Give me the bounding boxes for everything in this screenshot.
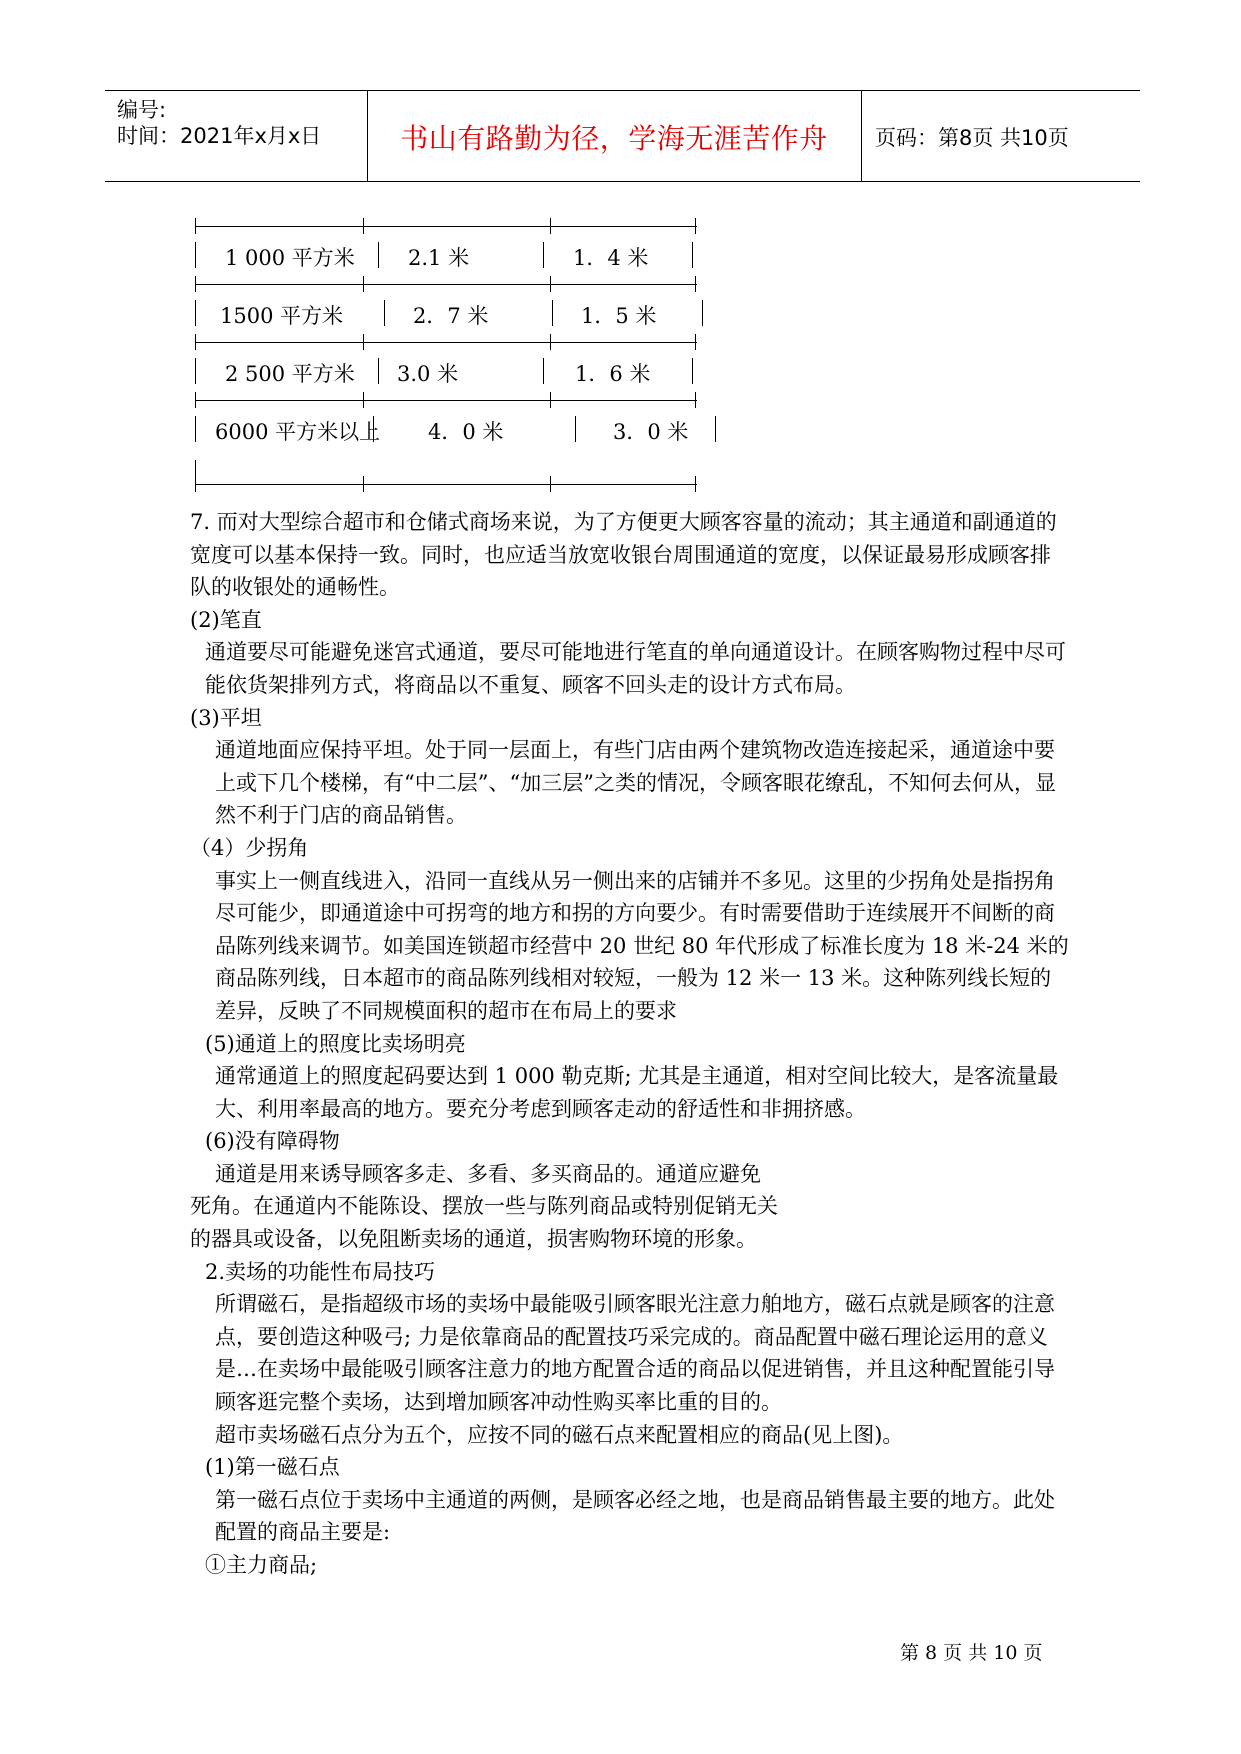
- table-tick: [363, 276, 364, 292]
- table-tick: [550, 334, 551, 350]
- table-bar: [195, 416, 196, 442]
- table-bar: [195, 358, 196, 384]
- section-heading: (3)平坦: [190, 705, 262, 730]
- paragraph: 所谓磁石，是指超级市场的卖场中最能吸引顾客眼光注意力舶地方，磁石点就是顾客的注意点，要创造这种吸弓; 力是依靠商品的配置技巧采完成的。商品配置中磁石理论运用的意义是…在卖场中最能吸引顾客注意力的地方配置合适的商品以促进销售，并且这种配置能引导顾客逛完整个卖场，达到增加顾客冲动性购买率比重的目的。: [215, 1292, 1055, 1415]
- table-bar: [384, 300, 385, 326]
- paragraph: 通道要尽可能避免迷宫式通道，要尽可能地进行笔直的单向通道设计。在顾客购物过程中尽可能依货架排列方式，将商品以不重复、顾客不回头走的设计方式布局。: [205, 640, 1066, 697]
- table-rule: [195, 226, 697, 227]
- header-top-rule: [105, 90, 1140, 91]
- header-page-number: 页码：第8页 共10页: [875, 126, 1069, 150]
- section-heading: (5)通道上的照度比卖场明亮: [205, 1031, 466, 1056]
- paragraph: 的器具或设备，以免阻断卖场的通道，损害购物环境的形象。: [190, 1227, 757, 1252]
- table-tick: [195, 334, 196, 350]
- section-heading: 2.卖场的功能性布局技巧: [205, 1259, 436, 1284]
- table-tick: [695, 334, 696, 350]
- table-rule: [195, 342, 697, 343]
- table-bar: [378, 358, 379, 384]
- table-rule: [195, 484, 697, 485]
- table-bar: [692, 358, 693, 384]
- document-number: 编号:: [117, 98, 167, 122]
- table-tick: [695, 476, 696, 492]
- table-tick: [550, 392, 551, 408]
- table-tick: [550, 218, 551, 234]
- table-bar: [702, 300, 703, 326]
- table-cell: 1500 平方米: [220, 304, 344, 328]
- table-bar: [552, 300, 553, 326]
- table-tick: [550, 276, 551, 292]
- table-bar: [543, 242, 544, 268]
- paragraph: 事实上一侧直线进入，沿同一直线从另一侧出来的店铺并不多见。这里的少拐角处是指拐角尽可能少，即通道途中可拐弯的地方和拐的方向要少。有时需要借助于连续展开不间断的商品陈列线来调节。如美国连锁超市经营中 20 世纪 80 年代形成了标准长度为 18 米-24 米的商品陈列线，日本超市的商品陈列线相对较短，一般为 12 米一 13 米。这种陈列线长短的差异，反映了不同规模面积的超市在布局上的要求: [215, 868, 1069, 1023]
- table-tick: [363, 334, 364, 350]
- table-tick: [695, 276, 696, 292]
- header-motto: 书山有路勤为径，学海无涯苦作舟: [400, 122, 828, 155]
- section-heading: (2)笔直: [190, 607, 262, 632]
- document-body: [190, 506, 1070, 1582]
- table-cell: 1．4 米: [573, 246, 649, 270]
- table-bar: [373, 416, 374, 442]
- page-header: [105, 90, 1140, 182]
- table-cell: 1．6 米: [575, 362, 651, 386]
- table-cell: 2．7 米: [413, 304, 489, 328]
- paragraph: 超市卖场磁石点分为五个，应按不同的磁石点来配置相应的商品(见上图)。: [215, 1422, 904, 1447]
- table-tick: [550, 476, 551, 492]
- section-heading: (1)第一磁石点: [205, 1455, 340, 1480]
- section-heading: （4）少拐角: [190, 835, 309, 860]
- table-tick: [695, 218, 696, 234]
- table-rule: [195, 284, 697, 285]
- aisle-width-table: [195, 212, 725, 492]
- table-bar: [575, 416, 576, 442]
- table-cell: 6000 平方米以上: [215, 420, 381, 444]
- document-time: 时间：2021年x月x日: [117, 124, 322, 148]
- table-cell: 2 500 平方米: [225, 362, 355, 386]
- table-bar: [692, 242, 693, 268]
- paragraph: 通道地面应保持平坦。处于同一层面上，有些门店由两个建筑物改造连接起采，通道途中要上或下几个楼梯，有“中二层”、“加三层”之类的情况，令顾客眼花缭乱，不知何去何从，显然不利于门店的商品销售。: [215, 738, 1056, 828]
- table-bar: [543, 358, 544, 384]
- table-cell: 3．0 米: [613, 420, 689, 444]
- paragraph: 通常通道上的照度起码要达到 1 000 勒克斯; 尤其是主通道，相对空间比较大，是客流量最大、利用率最高的地方。要充分考虑到顾客走动的舒适性和非拥挤感。: [215, 1064, 1059, 1121]
- table-tick: [195, 392, 196, 408]
- table-bar: [195, 242, 196, 268]
- table-cell: 1 000 平方米: [225, 246, 355, 270]
- table-bar: [195, 300, 196, 326]
- table-tick: [363, 476, 364, 492]
- paragraph: 死角。在通道内不能陈设、摆放一些与陈列商品或特别促销无关: [190, 1194, 778, 1219]
- table-cell: 1．5 米: [581, 304, 657, 328]
- paragraph: 通道是用来诱导顾客多走、多看、多买商品的。通道应避免: [215, 1161, 761, 1186]
- table-tick: [195, 276, 196, 292]
- table-bar: [195, 460, 196, 484]
- paragraph: 7. 而对大型综合超市和仓储式商场来说，为了方便更大顾客容量的流动；其主通道和副通道的宽度可以基本保持一致。同时，也应适当放宽收银台周围通道的宽度，以保证最易形成顾客排队的收银处的通畅性。: [190, 510, 1057, 600]
- table-rule: [195, 400, 697, 401]
- header-divider: [861, 90, 862, 182]
- section-heading: (6)没有障碍物: [205, 1129, 340, 1154]
- table-bar: [715, 416, 716, 442]
- paragraph: 第一磁石点位于卖场中主通道的两侧，是顾客必经之地，也是商品销售最主要的地方。此处配置的商品主要是:: [215, 1487, 1055, 1545]
- table-tick: [195, 218, 196, 234]
- header-divider: [367, 90, 368, 182]
- header-bottom-rule: [105, 181, 1140, 182]
- table-cell: 3.0 米: [397, 362, 459, 386]
- table-tick: [363, 392, 364, 408]
- table-cell: 2.1 米: [408, 246, 470, 270]
- table-bar: [378, 242, 379, 268]
- page-footer: 第 8 页 共 10 页: [900, 1642, 1043, 1664]
- table-cell: 4．0 米: [428, 420, 504, 444]
- table-tick: [363, 218, 364, 234]
- table-tick: [695, 392, 696, 408]
- list-item: ①主力商品;: [205, 1553, 318, 1577]
